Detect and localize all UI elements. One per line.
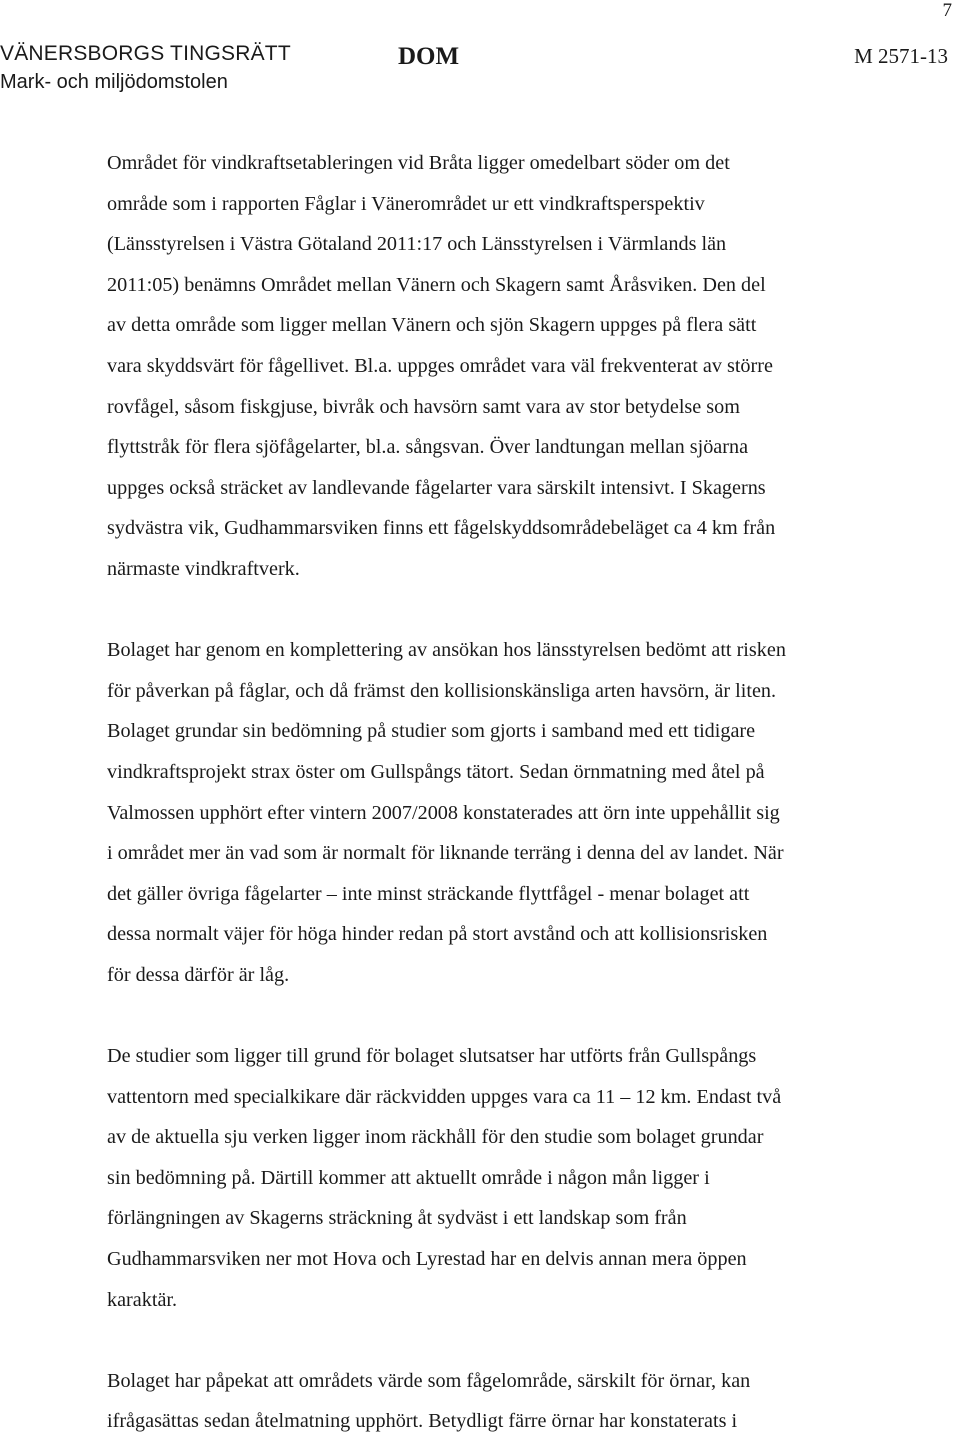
- paragraph: [107, 630, 907, 995]
- text-line: av detta område som ligger mellan Vänern och sjön Skagern uppges på flera sätt: [107, 314, 757, 337]
- text-line: rovfågel, såsom fiskgjuse, bivråk och havsörn samt vara av stor betydelse som: [107, 395, 740, 418]
- document-header: [0, 40, 960, 100]
- text-line: förlängningen av Skagerns sträckning åt sydväst i ett landskap som från: [107, 1207, 687, 1230]
- court-division: Mark- och miljödomstolen: [0, 71, 228, 93]
- text-line: vindkraftsprojekt strax öster om Gullspångs tätort. Sedan örnmatning med åtel på: [107, 760, 765, 783]
- text-line: vara skyddsvärt för fågellivet. Bl.a. uppges området vara väl frekventerat av större: [107, 354, 773, 377]
- text-line: för dessa därför är låg.: [107, 963, 290, 986]
- text-line: Området för vindkraftsetableringen vid Bråta ligger omedelbart söder om det: [107, 152, 730, 174]
- paragraph: [107, 1361, 907, 1442]
- text-line: av de aktuella sju verken ligger inom räckhåll för den studie som bolaget grundar: [107, 1126, 764, 1149]
- paragraph: [107, 143, 907, 590]
- text-line: (Länsstyrelsen i Västra Götaland 2011:17 och Länsstyrelsen i Värmlands län: [107, 233, 727, 256]
- text-line: dessa normalt väjer för höga hinder redan på stort avstånd och att kollisionsrisken: [107, 923, 768, 946]
- text-line: för påverkan på fåglar, och då främst den kollisionskänsliga arten havsörn, är liten.: [107, 679, 777, 702]
- paragraph: [107, 1036, 907, 1320]
- text-line: sin bedömning på. Därtill kommer att aktuellt område i någon mån ligger i: [107, 1166, 710, 1189]
- text-line: det gäller övriga fågelarter – inte minst sträckande flyttfågel - menar bolaget att: [107, 882, 750, 905]
- text-line: sydvästra vik, Gudhammarsviken finns ett fågelskyddsområdebeläget ca 4 km från: [107, 517, 776, 540]
- text-line: vattentorn med specialkikare där räckvidden uppges vara ca 11 – 12 km. Endast två: [107, 1085, 782, 1108]
- case-number: M 2571-13: [854, 44, 948, 68]
- text-line: flyttstråk för flera sjöfågelarter, bl.a. sångsvan. Över landtungan mellan sjöarna: [107, 436, 749, 459]
- text-line: Gudhammarsviken ner mot Hova och Lyrestad har en delvis annan mera öppen: [107, 1248, 747, 1271]
- text-line: Bolaget grundar sin bedömning på studier som gjorts i samband med ett tidigare: [107, 720, 756, 743]
- document-body: [107, 143, 907, 1442]
- document-type: DOM: [398, 43, 460, 70]
- text-line: karaktär.: [107, 1288, 178, 1311]
- page-number: 7: [942, 0, 952, 21]
- text-line: område som i rapporten Fåglar i Vänerområdet ur ett vindkraftsperspektiv: [107, 192, 705, 215]
- text-line: uppges också sträcket av landlevande fågelarter vara särskilt intensivt. I Skagerns: [107, 476, 766, 499]
- court-name: VÄNERSBORGS TINGSRÄTT: [0, 42, 291, 65]
- text-line: Bolaget har påpekat att områdets värde som fågelområde, särskilt för örnar, kan: [107, 1369, 751, 1392]
- text-line: i området mer än vad som är normalt för liknande terräng i denna del av landet. När: [107, 842, 784, 865]
- text-line: Bolaget har genom en komplettering av ansökan hos länsstyrelsen bedömt att risken: [107, 639, 786, 662]
- text-line: närmaste vindkraftverk.: [107, 557, 300, 580]
- text-line: ifrågasättas sedan åtelmatning upphört. Betydligt färre örnar har konstaterats i: [107, 1410, 738, 1433]
- text-line: Valmossen upphört efter vintern 2007/2008 konstaterades att örn inte uppehållit sig: [107, 801, 780, 824]
- text-line: 2011:05) benämns Området mellan Vänern och Skagern samt Åråsviken. Den del: [107, 273, 766, 296]
- text-line: De studier som ligger till grund för bolaget slutsatser har utförts från Gullspångs: [107, 1045, 757, 1068]
